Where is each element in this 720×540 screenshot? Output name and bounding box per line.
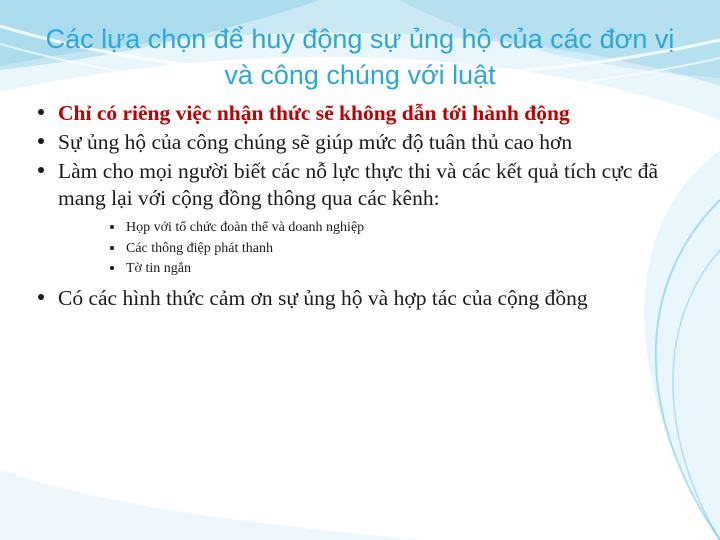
list-item	[104, 259, 698, 279]
bullet-text: Chỉ có riêng việc nhận thức sẽ không dẫn tới hành động	[58, 101, 570, 125]
list-item	[26, 158, 698, 279]
bullet-dot-icon	[110, 246, 114, 250]
bullet-list	[26, 100, 698, 312]
sub-bullet-text: Tờ tin ngắn	[126, 260, 191, 276]
bullet-dot-icon	[110, 266, 114, 270]
slide-title: Các lựa chọn để huy động sự ủng hộ của các đơn vị và công chúng với luật	[45, 24, 675, 90]
bullet-dot-icon	[38, 138, 44, 144]
list-item	[104, 218, 698, 238]
sub-bullet-text: Các thông điệp phát thanh	[126, 240, 273, 256]
bullet-dot-icon	[38, 294, 44, 300]
sub-bullet-text: Họp với tổ chức đoàn thể và doanh nghiệp	[126, 220, 365, 236]
bullet-dot-icon	[110, 225, 114, 229]
list-item	[26, 100, 698, 127]
bullet-text: Làm cho mọi người biết các nỗ lực thực thi và các kết quả tích cực đã mang lại với cộng đồng thông qua các kênh:	[58, 159, 659, 211]
bullet-text: Sự ủng hộ của công chúng sẽ giúp mức độ tuân thủ cao hơn	[58, 130, 573, 155]
list-item	[26, 285, 698, 312]
slide-body	[26, 100, 698, 314]
bullet-dot-icon	[38, 109, 44, 115]
bullet-dot-icon	[38, 167, 44, 173]
list-item	[26, 129, 698, 156]
bullet-text: Có các hình thức cảm ơn sự ủng hộ và hợp tác của cộng đồng	[58, 286, 588, 311]
sub-bullet-list	[58, 218, 698, 279]
list-item	[104, 239, 698, 259]
